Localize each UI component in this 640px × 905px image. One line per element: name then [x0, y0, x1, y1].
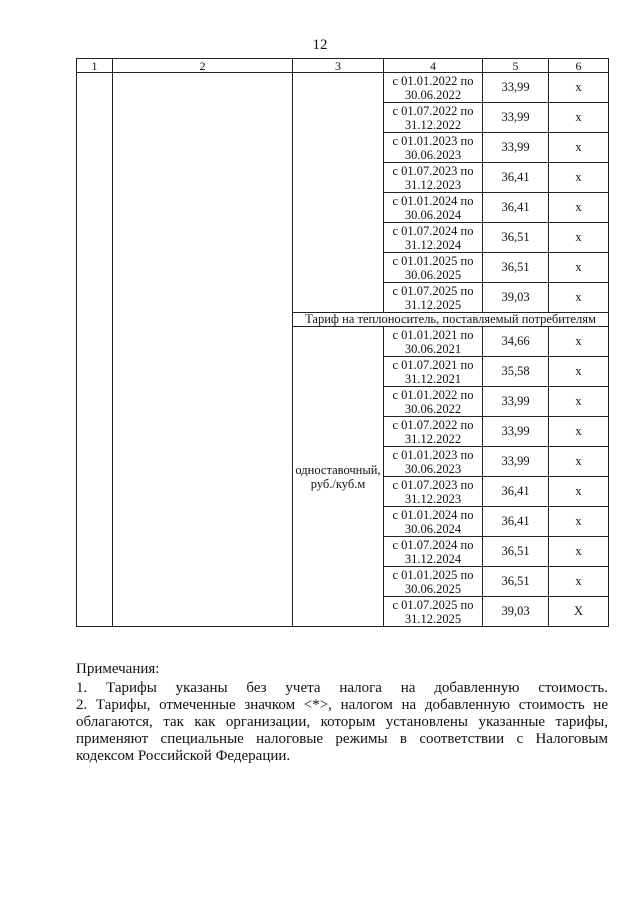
unit-label: одноставочный, руб./куб.м	[293, 327, 384, 627]
tariff-value-cell: 36,41	[483, 163, 549, 193]
tariff-value-cell: 36,51	[483, 223, 549, 253]
tariff-value-cell: 33,99	[483, 387, 549, 417]
period-cell: с 01.07.2024 по 31.12.2024	[384, 223, 483, 253]
table-row	[77, 73, 609, 103]
tariff-value-cell: 36,51	[483, 537, 549, 567]
period-cell: с 01.07.2024 по 31.12.2024	[384, 537, 483, 567]
period-cell: с 01.01.2022 по 30.06.2022	[384, 73, 483, 103]
col3-cell	[293, 73, 384, 313]
mark-cell: х	[549, 193, 609, 223]
mark-cell: х	[549, 73, 609, 103]
mark-cell: х	[549, 477, 609, 507]
mark-cell: х	[549, 327, 609, 357]
mark-cell: х	[549, 103, 609, 133]
tariff-value-cell: 33,99	[483, 103, 549, 133]
mark-cell: х	[549, 253, 609, 283]
mark-cell: х	[549, 537, 609, 567]
mark-cell: х	[549, 447, 609, 477]
column-header: 3	[293, 59, 384, 73]
mark-cell: х	[549, 507, 609, 537]
header-row	[77, 59, 609, 73]
col2-cell	[113, 73, 293, 627]
tariff-value-cell: 36,51	[483, 567, 549, 597]
tariff-value-cell: 36,41	[483, 477, 549, 507]
period-cell: с 01.07.2021 по 31.12.2021	[384, 357, 483, 387]
tariff-value-cell: 33,99	[483, 447, 549, 477]
mark-cell: х	[549, 133, 609, 163]
period-cell: с 01.01.2022 по 30.06.2022	[384, 387, 483, 417]
period-cell: с 01.01.2023 по 30.06.2023	[384, 133, 483, 163]
tariff-value-cell: 39,03	[483, 283, 549, 313]
tariff-value-cell: 33,99	[483, 417, 549, 447]
mark-cell: х	[549, 223, 609, 253]
section-heading: Тариф на теплоноситель, поставляемый потребителям	[293, 313, 609, 327]
column-header: 6	[549, 59, 609, 73]
note-item-1: 1. Тарифы указаны без учета налога на добавленную стоимость.	[76, 680, 608, 696]
table-body	[77, 73, 609, 627]
tariff-value-cell: 36,41	[483, 507, 549, 537]
page-number: 12	[312, 37, 328, 53]
mark-cell: х	[549, 357, 609, 387]
tariff-value-cell: 39,03	[483, 597, 549, 627]
column-header: 2	[113, 59, 293, 73]
period-cell: с 01.07.2022 по 31.12.2022	[384, 103, 483, 133]
tariff-value-cell: 36,41	[483, 193, 549, 223]
period-cell: с 01.01.2024 по 30.06.2024	[384, 193, 483, 223]
mark-cell: х	[549, 387, 609, 417]
period-cell: с 01.07.2023 по 31.12.2023	[384, 477, 483, 507]
tariff-value-cell: 34,66	[483, 327, 549, 357]
column-header: 5	[483, 59, 549, 73]
column-header: 4	[384, 59, 483, 73]
period-cell: с 01.01.2024 по 30.06.2024	[384, 507, 483, 537]
note-item-2: 2. Тарифы, отмеченные значком <*>, налогом на добавленную стоимость не облагаются, так как организации, которым установлены указанные тарифы, применяют специальные налоговые режимы в соответствии с Налоговым кодексом Российской Федерации.	[76, 697, 608, 764]
notes-title: Примечания:	[76, 661, 160, 677]
notes-section	[76, 661, 608, 765]
column-header: 1	[77, 59, 113, 73]
col1-cell	[77, 73, 113, 627]
mark-cell: х	[549, 567, 609, 597]
tariff-table	[76, 58, 609, 627]
period-cell: с 01.07.2025 по 31.12.2025	[384, 283, 483, 313]
mark-cell: Х	[549, 597, 609, 627]
tariff-value-cell: 35,58	[483, 357, 549, 387]
period-cell: с 01.07.2023 по 31.12.2023	[384, 163, 483, 193]
tariff-value-cell: 33,99	[483, 73, 549, 103]
period-cell: с 01.07.2022 по 31.12.2022	[384, 417, 483, 447]
tariff-value-cell: 36,51	[483, 253, 549, 283]
period-cell: с 01.01.2023 по 30.06.2023	[384, 447, 483, 477]
tariff-value-cell: 33,99	[483, 133, 549, 163]
period-cell: с 01.01.2021 по 30.06.2021	[384, 327, 483, 357]
period-cell: с 01.07.2025 по 31.12.2025	[384, 597, 483, 627]
period-cell: с 01.01.2025 по 30.06.2025	[384, 253, 483, 283]
mark-cell: х	[549, 163, 609, 193]
mark-cell: х	[549, 417, 609, 447]
period-cell: с 01.01.2025 по 30.06.2025	[384, 567, 483, 597]
mark-cell: х	[549, 283, 609, 313]
